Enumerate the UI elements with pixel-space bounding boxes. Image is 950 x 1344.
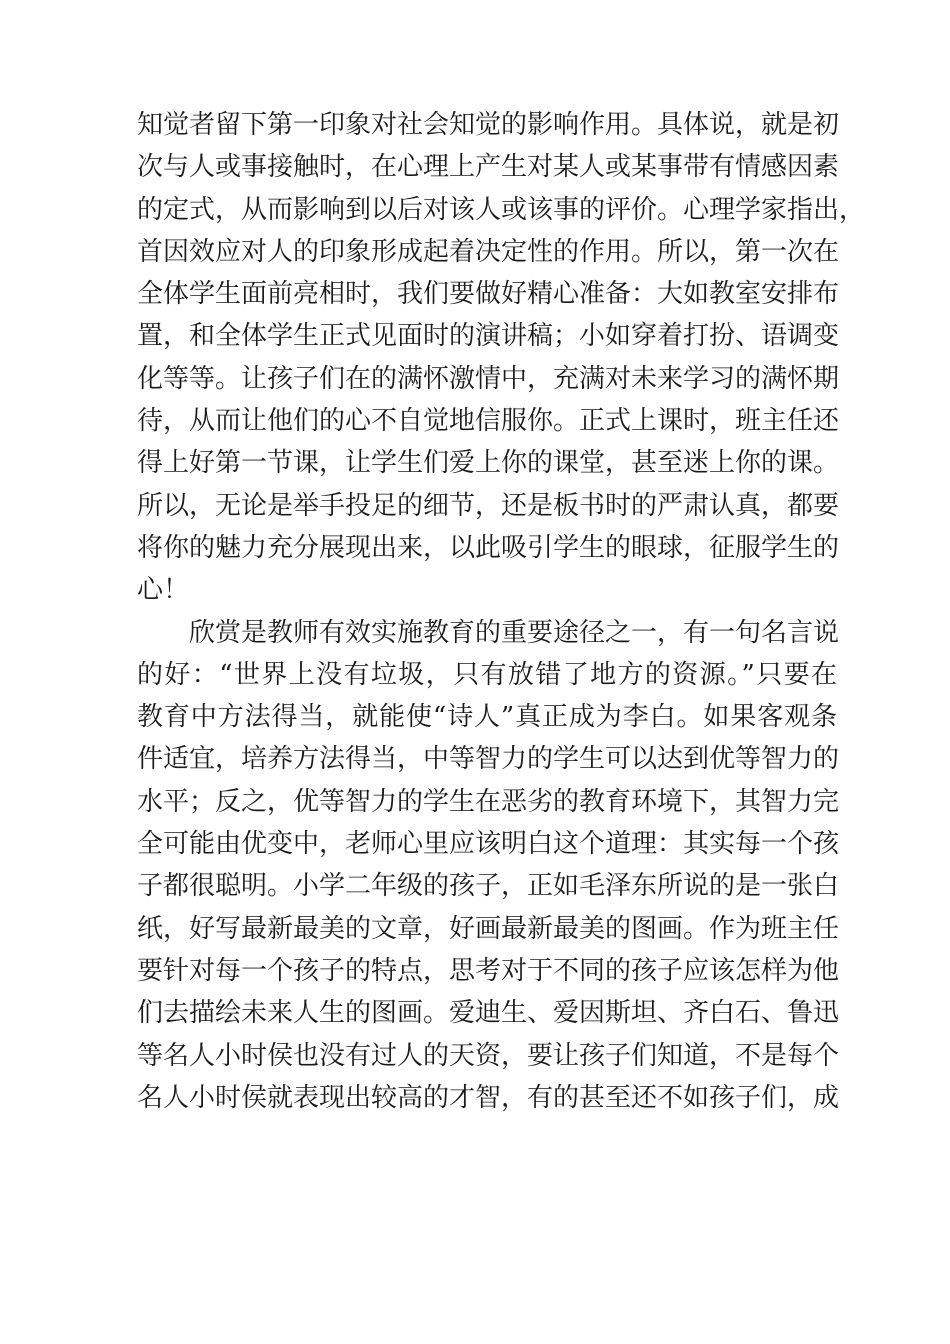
text-line: 子都很聪明。小学二年级的孩子，正如毛泽东所说的是一张白	[137, 871, 840, 902]
text-line: 化等等。让孩子们在的满怀激情中，充满对未来学习的满怀期	[137, 363, 840, 394]
text-line: 等名人小时侯也没有过人的天资，要让孩子们知道，不是每个	[137, 1040, 840, 1071]
text-line: 所以，无论是举手投足的细节，还是板书时的严肃认真，都要	[137, 490, 840, 521]
text-line: 件适宜，培养方法得当，中等智力的学生可以达到优等智力的	[137, 744, 840, 775]
text-line: 将你的魅力充分展现出来，以此吸引学生的眼球，征服学生的	[137, 532, 840, 563]
text-line: 次与人或事接触时，在心理上产生对某人或某事带有情感因素	[137, 152, 840, 183]
text-line: 的定式，从而影响到以后对该人或该事的评价。心理学家指出，	[137, 194, 866, 225]
text-line: 首因效应对人的印象形成起着决定性的作用。所以，第一次在	[137, 236, 840, 267]
text-line: 全体学生面前亮相时，我们要做好精心准备：大如教室安排布	[137, 279, 840, 310]
text-line: 们去描绘未来人生的图画。爱迪生、爱因斯坦、齐白石、鲁迅	[137, 998, 840, 1029]
text-line: 全可能由优变中，老师心里应该明白这个道理：其实每一个孩	[137, 829, 840, 860]
text-line: 心！	[137, 575, 190, 606]
paragraph-1	[137, 104, 866, 612]
text-line: 名人小时侯就表现出较高的才智，有的甚至还不如孩子们，成	[137, 1082, 840, 1113]
text-line: 水平；反之，优等智力的学生在恶劣的教育环境下，其智力完	[137, 786, 840, 817]
text-line: 置，和全体学生正式见面时的演讲稿；小如穿着打扮、语调变	[137, 321, 840, 352]
text-line: 得上好第一节课，让学生们爱上你的课堂，甚至迷上你的课。	[137, 448, 840, 479]
text-line: 要针对每一个孩子的特点，思考对于不同的孩子应该怎样为他	[137, 955, 840, 986]
text-line: 待，从而让他们的心不自觉地信服你。正式上课时，班主任还	[137, 406, 840, 437]
text-line: 知觉者留下第一印象对社会知觉的影响作用。具体说，就是初	[137, 110, 840, 140]
text-line: 欣赏是教师有效实施教育的重要途径之一，有一句名言说	[189, 617, 840, 648]
text-line: 纸，好写最新最美的文章，好画最新最美的图画。作为班主任	[137, 913, 840, 944]
text-line: 的好：“世界上没有垃圾，只有放错了地方的资源。”只要在	[137, 659, 837, 690]
paragraph-2	[137, 612, 840, 1120]
document-body	[137, 104, 866, 1119]
text-line: 教育中方法得当，就能使“诗人”真正成为李白。如果客观条	[137, 702, 837, 733]
